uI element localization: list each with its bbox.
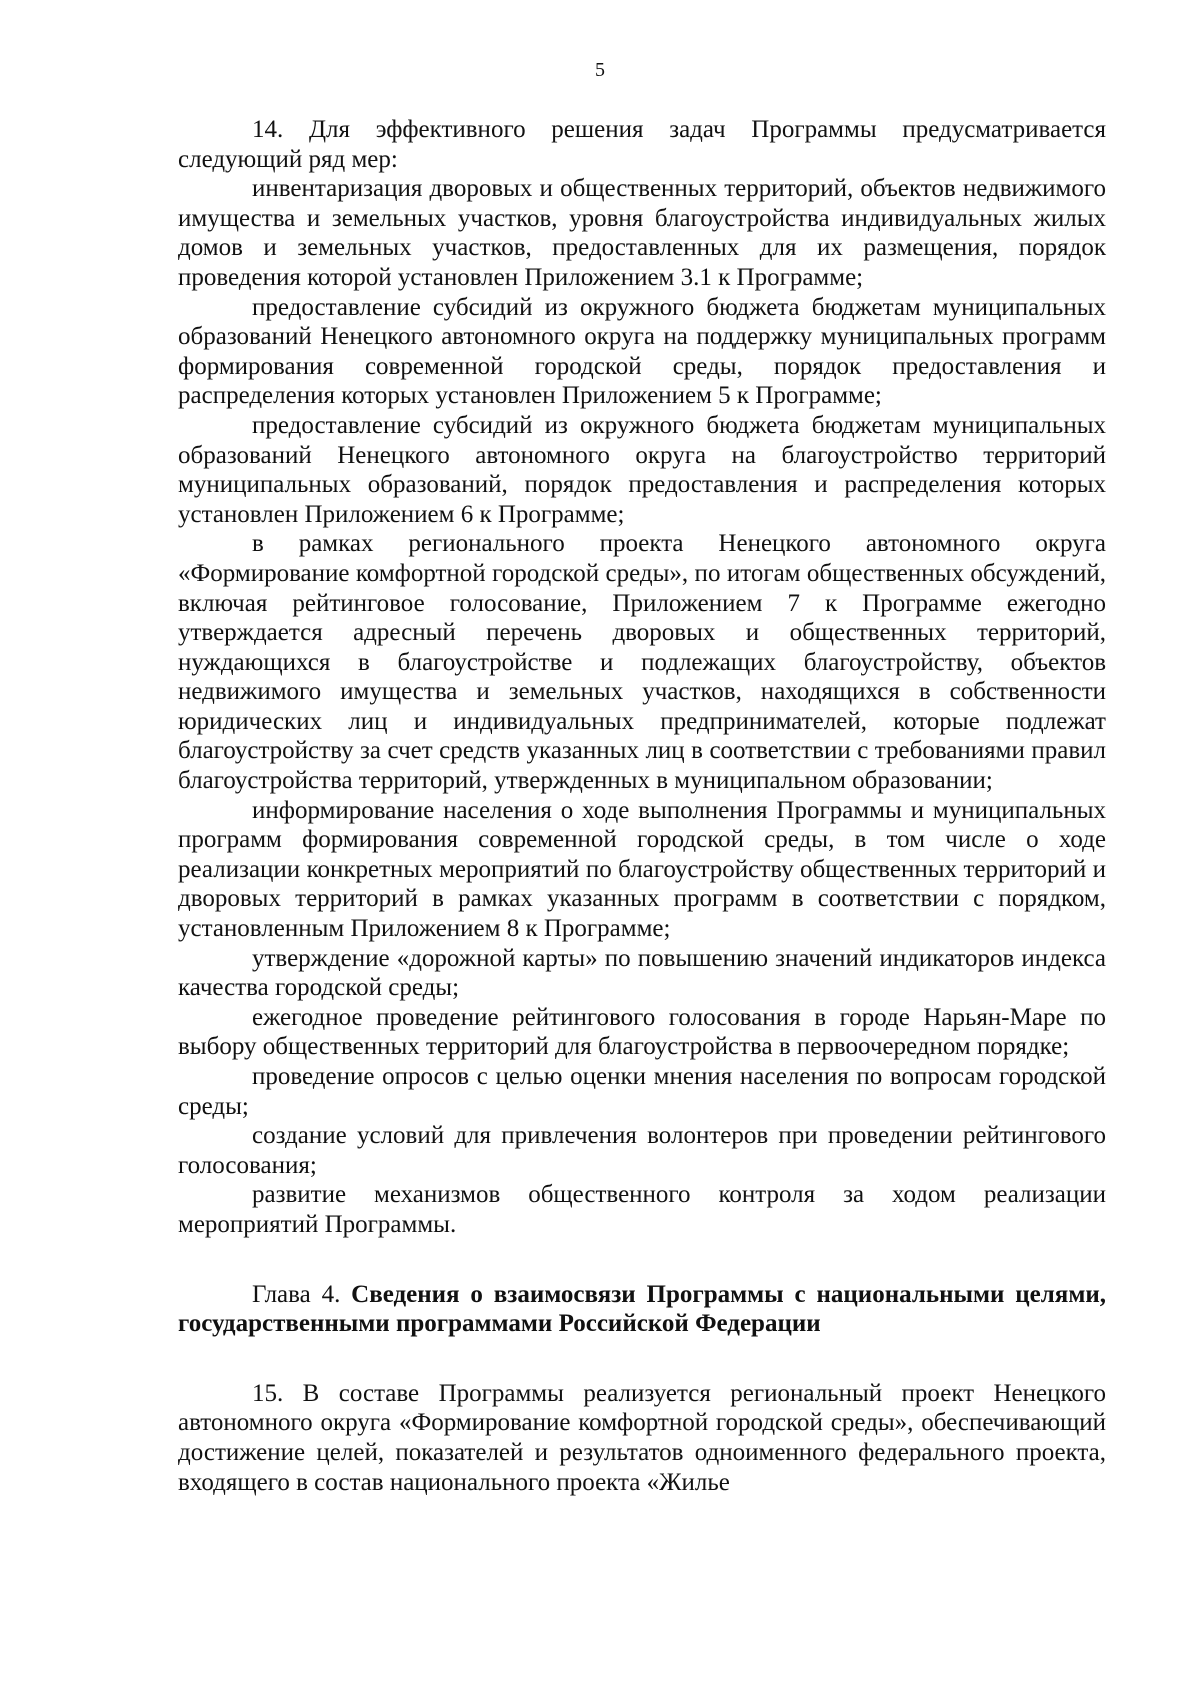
paragraph-measure-subsidies-territories: предоставление субсидий из окружного бюджета бюджетам муниципальных образований Ненецкого автономного округа на благоустройство территорий муниципальных образований, порядок предоставления и распределения которых установлен Приложением 6 к Программе; xyxy=(178,411,1106,528)
paragraph-measure-subsidies-programs: предоставление субсидий из окружного бюджета бюджетам муниципальных образований Ненецкого автономного округа на поддержку муниципальных программ формирования современной городской среды, порядок предоставления и распределения которых установлен Приложением 5 к Программе; xyxy=(178,293,1106,410)
paragraph-measure-public-control: развитие механизмов общественного контроля за ходом реализации мероприятий Программы. xyxy=(178,1181,1106,1238)
paragraph-measure-inventory: инвентаризация дворовых и общественных территорий, объектов недвижимого имущества и земельных участков, уровня благоустройства индивидуальных жилых домов и земельных участков, предоставленных для их размещения, порядок проведения которой установлен Приложением 3.1 к Программе; xyxy=(178,175,1106,291)
page-number: 5 xyxy=(595,59,605,81)
chapter-heading xyxy=(178,1280,1106,1339)
document-body xyxy=(178,115,1106,1497)
paragraph-measure-regional-project: в рамках регионального проекта Ненецкого автономного округа «Формирование комфортной городской среды», по итогам общественных обсуждений, включая рейтинговое голосование, Приложением 7 к Программе ежегодно утверждается адресный перечень дворовых и общественных территорий, нуждающихся в благоустройстве и подлежащих благоустройству, объектов недвижимого имущества и земельных участков, находящихся в собственности юридических лиц и индивидуальных предпринимателей, которые подлежат благоустройству за счет средств указанных лиц в соответствии с требованиями правил благоустройства территорий, утвержденных в муниципальном образовании; xyxy=(178,530,1106,795)
paragraph-measure-volunteers: создание условий для привлечения волонтеров при проведении рейтингового голосования; xyxy=(178,1122,1106,1179)
chapter-title: Сведения о взаимосвязи Программы с национальными целями, государственными программами Российской Федерации xyxy=(178,1280,1107,1338)
paragraph-14: 14. Для эффективного решения задач Программы предусматривается следующий ряд мер: xyxy=(178,116,1106,173)
paragraph-measure-roadmap: утверждение «дорожной карты» по повышению значений индикаторов индекса качества городской среды; xyxy=(178,944,1106,1002)
paragraph-measure-surveys: проведение опросов с целью оценки мнения населения по вопросам городской среды; xyxy=(178,1063,1106,1120)
paragraph-15: 15. В составе Программы реализуется региональный проект Ненецкого автономного округа «Формирование комфортной городской среды», обеспечивающий достижение целей, показателей и результатов одноименного федерального проекта, входящего в состав национального проекта «Жилье xyxy=(178,1379,1106,1496)
paragraph-measure-voting: ежегодное проведение рейтингового голосования в городе Нарьян-Маре по выбору общественных территорий для благоустройства в первоочередном порядке; xyxy=(178,1003,1106,1061)
paragraph-measure-informing: информирование населения о ходе выполнения Программы и муниципальных программ формирования современной городской среды, в том числе о ходе реализации конкретных мероприятий по благоустройству общественных территорий и дворовых территорий в рамках указанных программ в соответствии с порядком, установленным Приложением 8 к Программе; xyxy=(178,796,1106,943)
chapter-prefix: Глава 4. xyxy=(252,1280,352,1308)
